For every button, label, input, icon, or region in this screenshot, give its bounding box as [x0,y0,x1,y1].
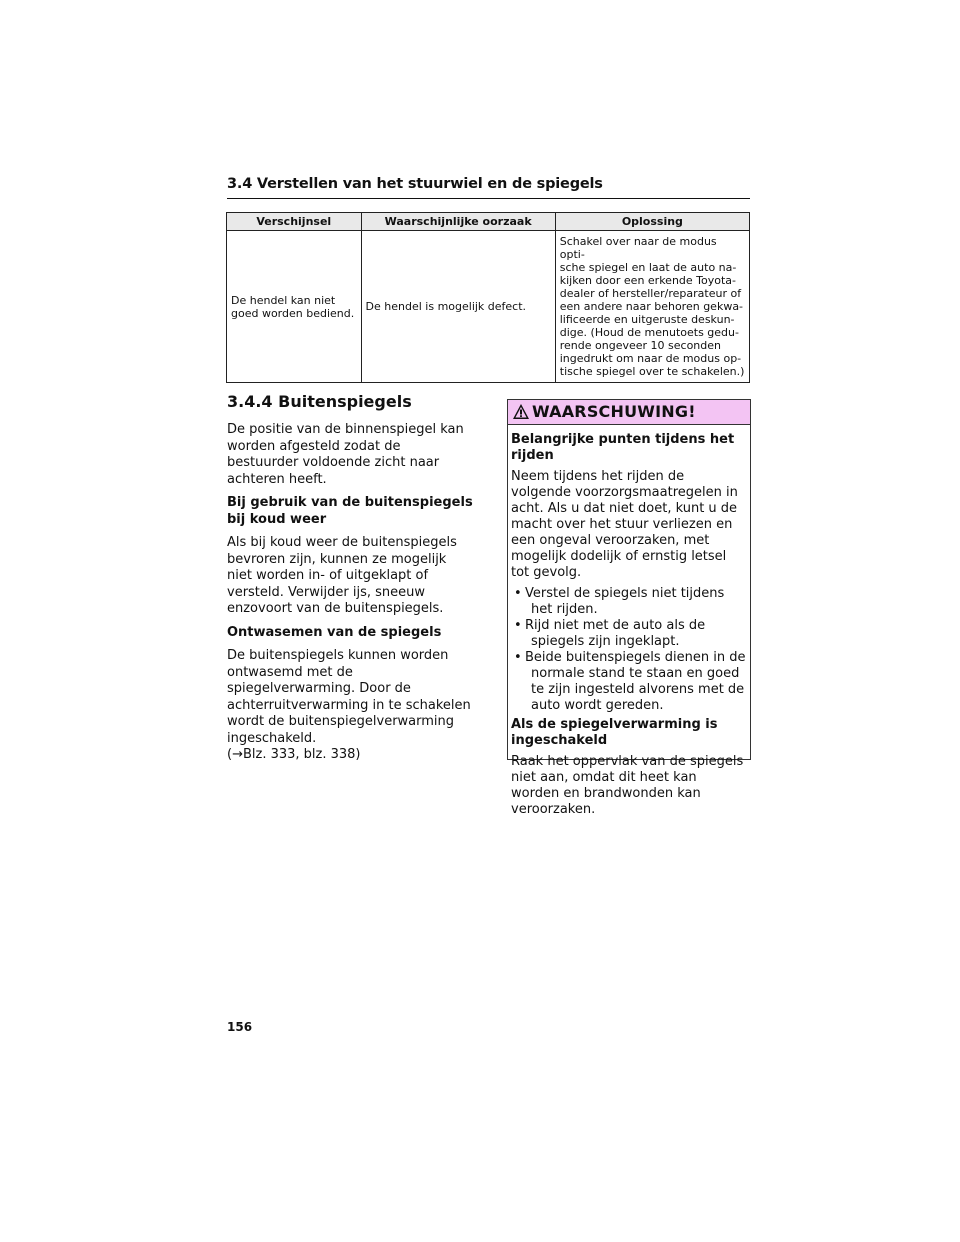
warning-triangle-icon [512,403,532,421]
table-row [227,231,750,383]
column-header-solution: Oplossing [555,213,749,231]
column-header-symptom: Verschijnsel [227,213,362,231]
list-item: • Beide buitenspiegels dienen in de normale stand te staan en goed te zijn ingesteld alvorens met de auto wordt gereden. [511,650,747,714]
defog-heading: Ontwasemen van de spiegels [227,624,442,640]
section-header [227,176,750,192]
warning-box [507,399,751,817]
cold-weather-paragraph: Als bij koud weer de buitenspiegels bevroren zijn, kunnen ze mogelijk niet worden in- of uitgeklapt of versteld. Verwijder ijs, sneeuw enzovoort van de buitenspiegels. [227,535,457,616]
warning-title: WAARSCHUWING! [532,402,696,421]
defog-paragraph [227,648,473,764]
troubleshooting-table [226,212,750,383]
outside-mirrors-section [227,392,473,771]
solution-cell: Schakel over naar de modus opti- sche spiegel en laat de auto na- kijken door een erkende Toyota- dealer of hersteller/reparateur of een andere naar behoren gekwa- lificeerde en uitgeruste deskun- dige. (Houd de menutoets gedu- rende ongeveer 10 seconden ingedrukt om naar de modus op- tische spiegel over te schakelen.) [555,231,749,383]
heater-paragraph: Raak het oppervlak van de spiegels niet aan, omdat dit heet kan worden en brandwonden kan veroorzaken. [511,754,744,817]
warning-list [511,586,747,714]
table-header-row [227,213,750,231]
page-number: 156 [227,1020,253,1034]
driving-paragraph: Neem tijdens het rijden de volgende voorzorgsmaatregelen in acht. Als u dat niet doet, kunt u de macht over het stuur verliezen en een ongeval veroorzaken, met mogelijk dodelijk of ernstig letsel tot gevolg. [511,469,738,580]
header-rule [227,198,750,199]
cause-cell: De hendel is mogelijk defect. [361,231,555,383]
defog-text: De buitenspiegels kunnen worden ontwasemd met de spiegelverwarming. Door de achterruitverwarming in te schakelen wordt de buitenspiegelverwarming ingeschakeld. [227,648,471,746]
driving-heading: Belangrijke punten tijdens het rijden [511,432,735,463]
intro-paragraph: De positie van de binnenspiegel kan worden afgesteld zodat de bestuurder voldoende zicht naar achteren heeft. [227,422,464,487]
symptom-cell: De hendel kan niet goed worden bediend. [227,231,362,383]
warning-header [508,400,750,425]
cold-weather-heading: Bij gebruik van de buitenspiegels bij koud weer [227,495,473,527]
section-title: 3.4 Verstellen van het stuurwiel en de spiegels [227,176,603,192]
heater-heading: Als de spiegelverwarming is ingeschakeld [511,717,718,748]
section-heading: 3.4.4 Buitenspiegels [227,392,412,411]
warning-body [508,425,750,818]
column-header-cause: Waarschijnlijke oorzaak [361,213,555,231]
page-reference-link[interactable]: (→Blz. 333, blz. 338) [227,747,361,762]
list-item: • Rijd niet met de auto als de spiegels zijn ingeklapt. [511,618,747,650]
list-item: • Verstel de spiegels niet tijdens het rijden. [511,586,747,618]
